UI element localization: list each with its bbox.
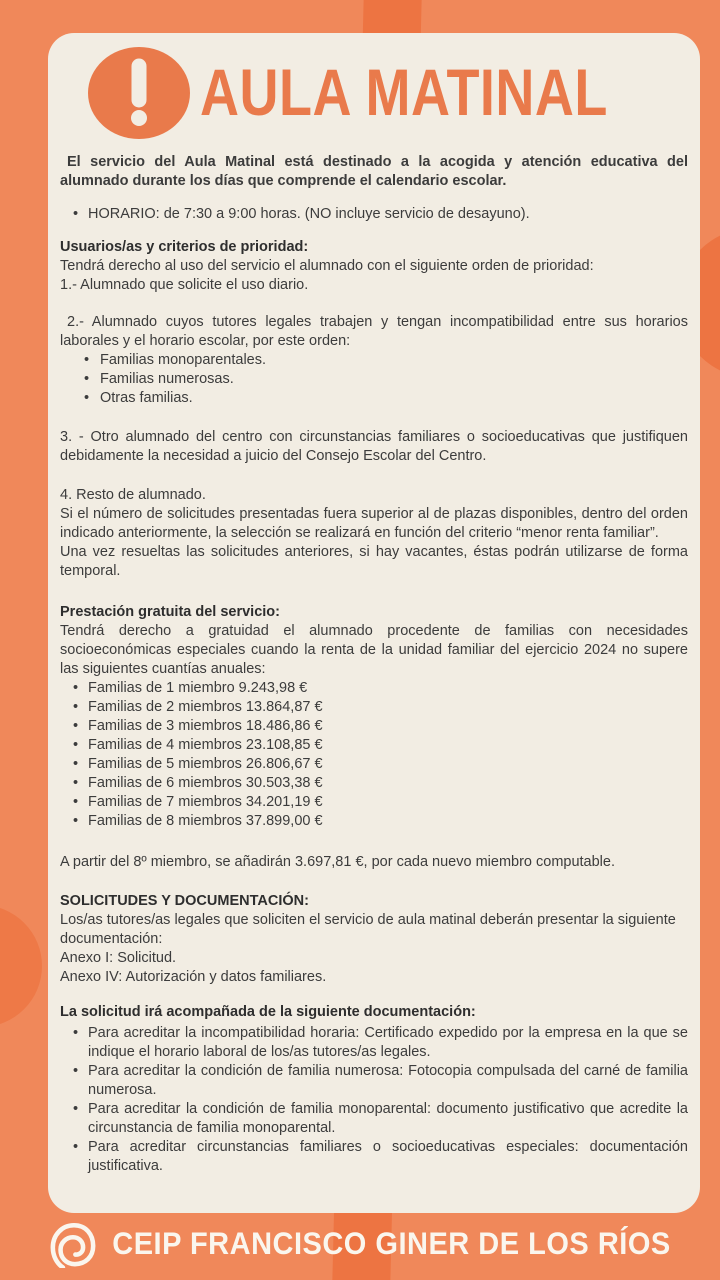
bullet-item: • Familias de 4 miembros 23.108,85 € [60,736,688,755]
section-heading: Usuarios/as y criterios de prioridad: [60,239,309,255]
bullet-item: • Familias de 5 miembros 26.806,67 € [60,755,688,774]
paragraph: 3. - Otro alumnado del centro con circunstancias familiares o socioeducativas que justifiquen debidamente la necesidad a juicio del Consejo Escolar del Centro. [60,429,688,464]
bullet-item: • Para acreditar la condición de familia monoparental: documento justificativo que acredite la circunstancia de familia monoparental. [60,1100,688,1138]
bullet-item: • Para acreditar la incompatibilidad horaria: Certificado expedido por la empresa en la que se indique el horario laboral de los/as tutores/as legales. [60,1024,688,1062]
section-heading: SOLICITUDES Y DOCUMENTACIÓN: [60,893,309,909]
header [88,47,688,139]
paragraph: 2.- Alumnado cuyos tutores legales trabajen y tengan incompatibilidad entre sus horarios laborales y el horario escolar, por este orden: [60,314,688,349]
paragraph: Los/as tutores/as legales que soliciten el servicio de aula matinal deberán presentar la siguiente documentación: [60,912,676,947]
paragraph: Anexo IV: Autorización y datos familiares. [60,969,327,985]
bullet-item: • Familias de 8 miembros 37.899,00 € [60,812,688,831]
bullet-item: • Familias de 7 miembros 34.201,19 € [60,793,688,812]
bullet-list [60,679,688,831]
flyer-card [48,33,700,1213]
bullet-item: • Familias de 3 miembros 18.486,86 € [60,717,688,736]
card-content [60,153,688,1176]
bullet-item: • Para acreditar circunstancias familiares o socioeducativas especiales: documentación justificativa. [60,1138,688,1176]
bullet-item: • Otras familias. [60,389,688,408]
spiral-logo-icon [49,1220,97,1268]
page-title: AULA MATINAL [200,55,608,129]
paragraph: El servicio del Aula Matinal está destinado a la acogida y atención educativa del alumnado durante los días que comprende el calendario escolar. [60,154,688,189]
footer [0,1216,720,1272]
bullet-item: • Familias de 6 miembros 30.503,38 € [60,774,688,793]
bullet-item: • HORARIO: de 7:30 a 9:00 horas. (NO incluye servicio de desayuno). [60,205,688,224]
bullet-item: • Familias de 2 miembros 13.864,87 € [60,698,688,717]
section-heading: Prestación gratuita del servicio: [60,604,280,620]
paragraph: Anexo I: Solicitud. [60,950,177,966]
paragraph: Una vez resueltas las solicitudes anteriores, si hay vacantes, éstas podrán utilizarse de forma temporal. [60,544,688,579]
paragraph: 4. Resto de alumnado. [60,487,206,503]
paragraph: Si el número de solicitudes presentadas fuera superior al de plazas disponibles, dentro del orden indicado anteriormente, la selección se realizará en función del criterio “menor renta familiar”. [60,506,688,541]
background-blob-left [0,905,42,1027]
bullet-item: • Familias numerosas. [60,370,688,389]
paragraph: Tendrá derecho al uso del servicio el alumnado con el siguiente orden de prioridad: [60,258,594,274]
section-heading: La solicitud irá acompañada de la siguiente documentación: [60,1004,476,1020]
bullet-item: • Familias monoparentales. [60,351,688,370]
paragraph: 1.- Alumnado que solicite el uso diario. [60,277,309,293]
exclamation-icon [88,47,190,139]
bullet-list [60,351,688,408]
bullet-item: • Familias de 1 miembro 9.243,98 € [60,679,688,698]
paragraph: A partir del 8º miembro, se añadirán 3.697,81 €, por cada nuevo miembro computable. [60,854,616,870]
school-name: CEIP FRANCISCO GINER DE LOS RÍOS [112,1225,671,1262]
bullet-list [60,205,688,224]
bullet-item: • Para acreditar la condición de familia numerosa: Fotocopia compulsada del carné de familia numerosa. [60,1062,688,1100]
paragraph: Tendrá derecho a gratuidad el alumnado procedente de familias con necesidades socioeconómicas especiales cuando la renta de la unidad familiar del ejercicio 2024 no supere las siguientes cuantías anuales: [60,623,688,677]
bullet-list [60,1024,688,1176]
